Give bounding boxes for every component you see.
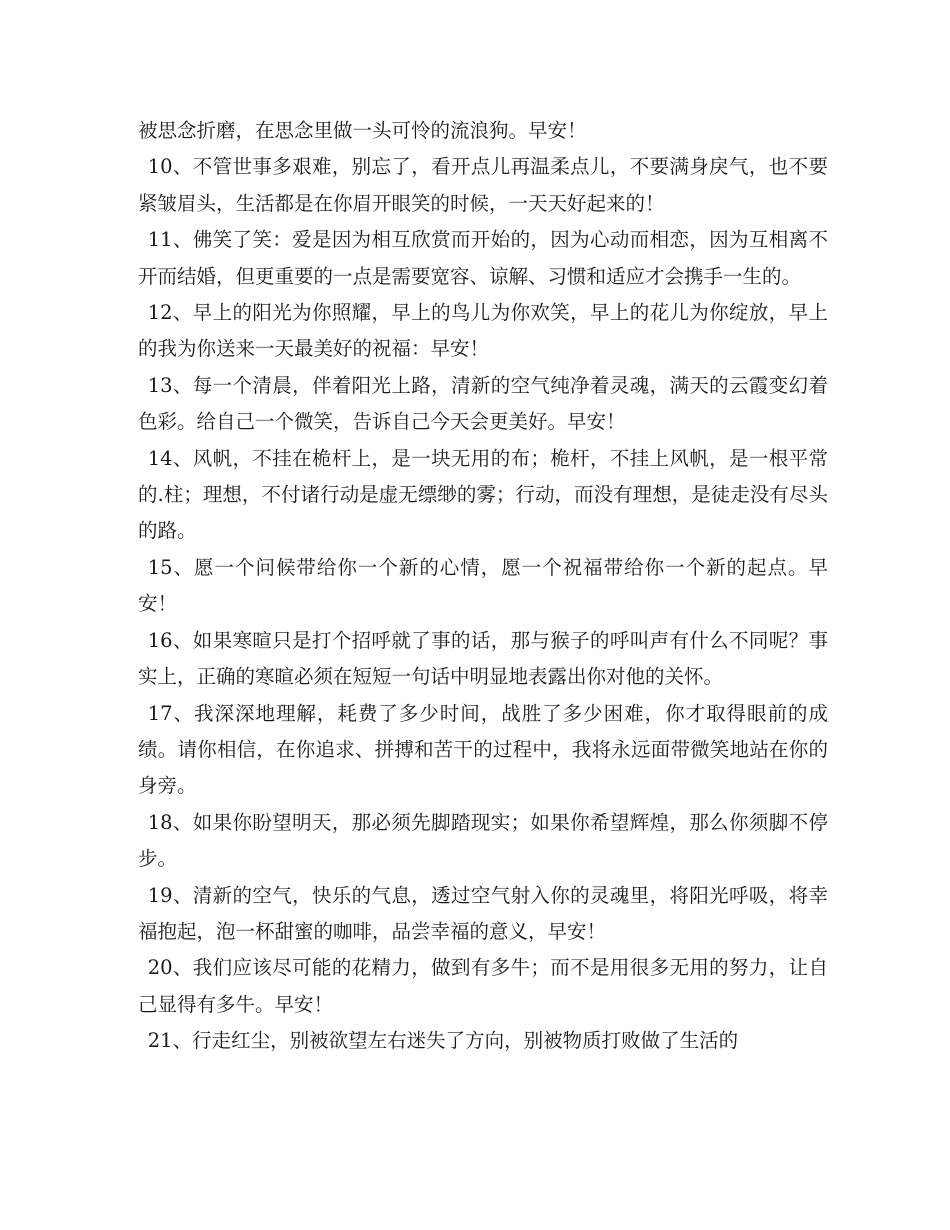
- paragraph-13: 13、每一个清晨，伴着阳光上路，清新的空气纯净着灵魂，满天的云霞变幻着色彩。给自己一个微笑，告诉自己今天会更美好。早安！: [138, 373, 828, 434]
- document-body: [138, 113, 828, 1060]
- paragraph-16: 16、如果寒暄只是打个招呼就了事的话，那与猴子的呼叫声有什么不同呢？事实上，正确的寒暄必须在短短一句话中明显地表露出你对他的关怀。: [138, 628, 828, 689]
- paragraph-18: 18、如果你盼望明天，那必须先脚踏现实；如果你希望辉煌，那么你须脚不停步。: [138, 810, 828, 871]
- paragraph-12: 12、早上的阳光为你照耀，早上的鸟儿为你欢笑，早上的花儿为你绽放，早上的我为你送来一天最美好的祝福：早安！: [138, 301, 828, 361]
- paragraph-19: 19、清新的空气，快乐的气息，透过空气射入你的灵魂里，将阳光呼吸，将幸福抱起，泡一杯甜蜜的咖啡，品尝幸福的意义，早安！: [138, 883, 828, 943]
- paragraph-10: 10、不管世事多艰难，别忘了，看开点儿再温柔点儿，不要满身戾气，也不要紧皱眉头，生活都是在你眉开眼笑的时候，一天天好起来的！: [138, 155, 828, 215]
- paragraph-11: 11、佛笑了笑：爱是因为相互欣赏而开始的，因为心动而相恋，因为互相离不开而结婚，但更重要的一点是需要宽容、谅解、习惯和适应才会携手一生的。: [138, 228, 828, 288]
- paragraph-17: 17、我深深地理解，耗费了多少时间，战胜了多少困难，你才取得眼前的成绩。请你相信，在你追求、拼搏和苦干的过程中，我将永远面带微笑地站在你的身旁。: [138, 701, 828, 798]
- paragraph-continued: 被思念折磨，在思念里做一头可怜的流浪狗。早安！: [138, 119, 587, 142]
- paragraph-21: 21、行走红尘，别被欲望左右迷失了方向，别被物质打败做了生活的: [147, 1029, 739, 1053]
- paragraph-20: 20、我们应该尽可能的花精力，做到有多牛；而不是用很多无用的努力，让自己显得有多牛。早安！: [138, 956, 828, 1016]
- paragraph-14: 14、风帆，不挂在桅杆上，是一块无用的布；桅杆，不挂上风帆，是一根平常的.柱；理想，不付诸行动是虚无缥缈的雾；行动，而没有理想，是徒走没有尽头的路。: [138, 446, 828, 543]
- paragraph-15: 15、愿一个问候带给你一个新的心情，愿一个祝福带给你一个新的起点。早安！: [138, 555, 828, 616]
